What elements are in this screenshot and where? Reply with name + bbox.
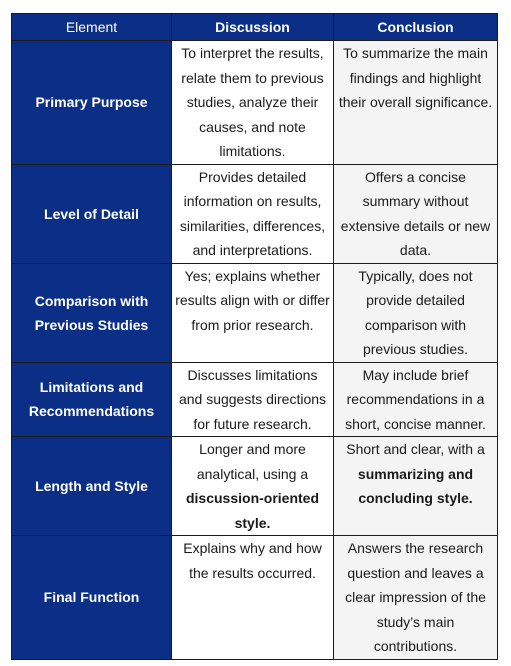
table-row	[12, 263, 498, 362]
cell-discussion: Explains why and how the results occurred.	[172, 536, 334, 660]
cell-discussion: To interpret the results, relate them to previous studies, analyze their causes, and note limitations.	[172, 41, 334, 165]
table-header	[12, 14, 498, 41]
cell-conclusion: Offers a concise summary without extensive details or new data.	[334, 164, 498, 263]
cell-text-plain: Longer and more analytical, using a	[196, 441, 309, 482]
row-label-primary-purpose: Primary Purpose	[12, 41, 172, 165]
table-row	[12, 536, 498, 660]
comparison-table-container	[11, 13, 497, 660]
cell-text-plain: Short and clear, with a	[346, 441, 485, 457]
cell-discussion: Yes; explains whether results align with or differ from prior research.	[172, 263, 334, 362]
cell-conclusion: To summarize the main findings and highlight their overall significance.	[334, 41, 498, 165]
table-row	[12, 164, 498, 263]
cell-conclusion: Typically, does not provide detailed comparison with previous studies.	[334, 263, 498, 362]
cell-text-bold: discussion-oriented style.	[185, 490, 320, 531]
cell-discussion	[172, 437, 334, 536]
cell-conclusion: Answers the research question and leaves a clear impression of the study’s main contributions.	[334, 536, 498, 660]
cell-conclusion	[334, 437, 498, 536]
comparison-table	[11, 13, 498, 660]
row-label-final-function: Final Function	[12, 536, 172, 660]
header-element: Element	[12, 14, 172, 41]
row-label-length-style: Length and Style	[12, 437, 172, 536]
header-row	[12, 14, 498, 41]
header-conclusion: Conclusion	[334, 14, 498, 41]
row-label-level-of-detail: Level of Detail	[12, 164, 172, 263]
cell-conclusion: May include brief recommendations in a short, concise manner.	[334, 362, 498, 437]
table-body	[12, 41, 498, 660]
header-discussion: Discussion	[172, 14, 334, 41]
cell-discussion: Discusses limitations and suggests directions for future research.	[172, 362, 334, 437]
cell-text-bold: summarizing and concluding style.	[357, 465, 474, 506]
row-label-limitations: Limitations and Recommendations	[12, 362, 172, 437]
row-label-comparison: Comparison with Previous Studies	[12, 263, 172, 362]
table-row	[12, 362, 498, 437]
table-row	[12, 437, 498, 536]
table-row	[12, 41, 498, 165]
cell-discussion: Provides detailed information on results, similarities, differences, and interpretations.	[172, 164, 334, 263]
